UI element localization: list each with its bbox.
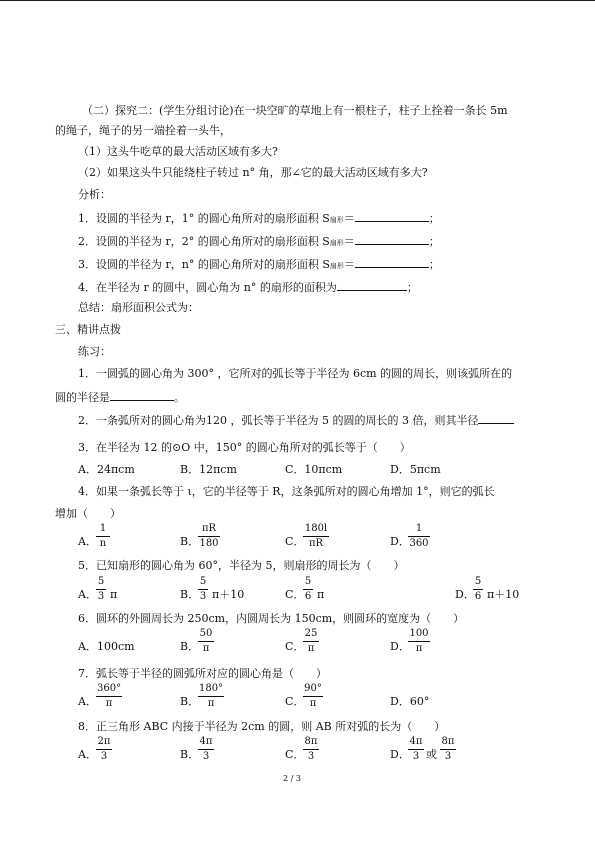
analysis-label: 分析：: [78, 188, 111, 201]
numerator: 4π: [199, 736, 213, 747]
denominator: n: [96, 536, 110, 550]
problem-8-option-d-label: D．: [390, 748, 410, 761]
problem-6: 6．圆环的外圆周长为 250cm，内圆周长为 150cm，则圆环的宽度为（ ）: [78, 612, 465, 625]
semicolon: ；: [428, 258, 440, 271]
fill-blank: [355, 210, 429, 222]
analysis-item-2: [78, 233, 440, 250]
problem-8: 8．正三角形 ABC 内接于半径为 2cm 的圆，则 AB 所对弧的长为（ ）: [78, 720, 446, 733]
problem-8-option-b-label: B．: [180, 748, 200, 761]
numerator: πR: [201, 523, 217, 534]
problem-5-option-d-tail: π＋10: [487, 588, 520, 601]
problem-5-option-c-fraction: [303, 576, 313, 603]
exploration-intro-line2: 的绳子，绳子的另一端拴着一头牛，: [55, 124, 231, 137]
problem-3-option-a: A．24πcm: [78, 463, 135, 476]
numerator: 50: [199, 628, 213, 639]
problem-7: 7．弧长等于半径的圆弧所对应的圆心角是（ ）: [78, 667, 327, 680]
problem-7-option-a-label: A．: [78, 695, 97, 708]
problem-5-option-b-label: B．: [180, 588, 200, 601]
numerator: 8π: [304, 736, 318, 747]
problem-4-option-a-label: A．: [78, 535, 97, 548]
semicolon: ；: [428, 235, 440, 248]
problem-4-option-b-label: B．: [180, 535, 200, 548]
numerator: 5: [199, 576, 207, 587]
problem-4-line1: 4．如果一条弧长等于 ι，它的半径等于 R，这条弧所对的圆心角增加 1°，则它的弧长: [78, 485, 495, 498]
denominator: 6: [304, 591, 312, 602]
denominator: 6: [474, 591, 482, 602]
problem-8-option-b-fraction: [198, 736, 214, 763]
denominator: 180: [199, 538, 219, 549]
analysis-item-4-text: 4．在半径为 r 的圆中，圆心角为 n° 的扇形的面积为: [78, 281, 337, 294]
page-top-border: [0, 0, 595, 1]
sector-subscript: 扇形: [329, 262, 344, 270]
denominator: π: [198, 641, 214, 655]
analysis-item-1-text: 1．设圆的半径为 r，1° 的圆心角所对的扇形面积 S: [78, 212, 330, 225]
question-2: （2）如果这头牛只能绕柱子转过 n° 角，那∠它的最大活动区域有多大?: [78, 166, 428, 179]
analysis-item-2-text: 2．设圆的半径为 r，2° 的圆心角所对的扇形面积 S: [78, 235, 330, 248]
problem-7-option-b-fraction: [198, 683, 224, 710]
problem-8-option-c-fraction: [303, 736, 319, 763]
semicolon: ；: [428, 212, 440, 225]
practice-label: 练习：: [78, 345, 111, 358]
sector-subscript: 扇形: [329, 216, 344, 224]
numerator: 2π: [97, 736, 111, 747]
problem-5-option-c-tail: π: [317, 588, 325, 601]
problem-4-line2: 增加（ ）: [55, 507, 121, 520]
problem-4-option-a-fraction: [96, 523, 110, 550]
problem-5-option-b-fraction: [198, 576, 208, 603]
problem-2-text: 2．一条弧所对的圆心角为120 ，弧长等于半径为 5 的圆的周长的 3 倍，则其半径: [78, 414, 479, 427]
problem-4-option-d-fraction: [408, 523, 430, 550]
problem-4-option-c-label: C．: [285, 535, 305, 548]
fill-blank: [355, 256, 429, 268]
problem-6-option-a: A．100cm: [78, 640, 135, 653]
analysis-item-3-text: 3．设圆的半径为 r，n° 的圆心角所对的扇形面积 S: [78, 258, 330, 271]
problem-5-option-c-label: C．: [285, 588, 305, 601]
problem-6-option-c-fraction: [303, 628, 319, 655]
numerator: 8π: [441, 736, 455, 747]
problem-1-text: 圆的半径是: [55, 391, 110, 404]
problem-6-option-b-label: B．: [180, 640, 200, 653]
problem-3-option-d: D．5πcm: [390, 463, 441, 476]
equals-sign: ＝: [343, 212, 355, 225]
numerator: 25: [304, 628, 318, 639]
numerator: 1: [415, 523, 423, 534]
analysis-item-3: [78, 256, 440, 273]
fill-blank: [337, 279, 407, 291]
problem-1-line2: [55, 389, 185, 405]
numerator: 4π: [409, 736, 423, 747]
denominator: π: [96, 696, 122, 710]
problem-5-option-a-label: A．: [78, 588, 97, 601]
problem-5-option-d-label: D．: [455, 588, 475, 601]
problem-5-option-a-fraction: [96, 576, 106, 603]
sector-subscript: 扇形: [329, 239, 344, 247]
numerator: 5: [304, 576, 312, 587]
fill-blank: [110, 389, 174, 401]
numerator: 5: [97, 576, 105, 587]
fill-blank: [355, 233, 429, 245]
problem-5: 5．已知扇形的圆心角为 60°，半径为 5，则扇形的周长为（ ）: [78, 559, 405, 572]
exploration-intro-line1: （二）探究二：(学生分组讨论)在一块空旷的草地上有一根柱子，柱子上拴着一条长 5m: [82, 104, 508, 117]
summary-line: 总结：扇形面积公式为：: [78, 301, 199, 314]
problem-8-option-d-or: 或: [426, 748, 437, 761]
problem-2: [78, 412, 514, 428]
problem-8-option-a-label: A．: [78, 748, 97, 761]
problem-8-option-c-label: C．: [285, 748, 305, 761]
numerator: 100: [409, 628, 429, 639]
denominator: π: [303, 641, 319, 655]
problem-4-option-c-fraction: [303, 523, 329, 550]
denominator: 3: [440, 749, 456, 763]
problem-8-option-d-fraction-1: [408, 736, 424, 763]
numerator: 90°: [304, 683, 322, 694]
equals-sign: ＝: [343, 235, 355, 248]
denominator: 360: [409, 538, 429, 549]
denominator: 3: [198, 749, 214, 763]
problem-5-option-d-fraction: [473, 576, 483, 603]
period: 。: [174, 391, 185, 404]
numerator: 5: [474, 576, 482, 587]
denominator: π: [198, 696, 224, 710]
analysis-item-1: [78, 210, 440, 227]
numerator: 180l: [304, 523, 328, 534]
analysis-item-4: [78, 279, 418, 295]
problem-8-option-d-fraction-2: [440, 736, 456, 763]
problem-1-line1: 1．一圆弧的圆心角为 300° ，它所对的弧长等于半径为 6cm 的圆的周长，则该弧所在的: [78, 367, 513, 380]
denominator: 3: [408, 749, 424, 763]
problem-5-option-a-tail: π: [110, 588, 118, 601]
fill-blank: [478, 412, 514, 424]
page-number: 2 / 3: [283, 774, 301, 783]
question-1: （1）这头牛吃草的最大活动区域有多大?: [78, 145, 278, 158]
problem-6-option-c-label: C．: [285, 640, 305, 653]
problem-6-option-d-label: D．: [390, 640, 410, 653]
numerator: 180°: [199, 683, 224, 694]
denominator: 3: [96, 749, 112, 763]
denominator: 3: [303, 749, 319, 763]
problem-3: 3．在半径为 12 的⊙O 中，150° 的圆心角所对的弧长等于（ ）: [78, 441, 411, 454]
denominator: π: [408, 641, 430, 655]
problem-7-option-d: D．60°: [390, 695, 430, 708]
denominator: π: [303, 696, 323, 710]
problem-7-option-a-fraction: [96, 683, 122, 710]
problem-7-option-c-fraction: [303, 683, 323, 710]
problem-6-option-d-fraction: [408, 628, 430, 655]
numerator: 1: [99, 523, 107, 534]
denominator: 3: [199, 591, 207, 602]
numerator: 360°: [97, 683, 122, 694]
equals-sign: ＝: [343, 258, 355, 271]
problem-7-option-c-label: C．: [285, 695, 305, 708]
problem-8-option-a-fraction: [96, 736, 112, 763]
problem-4-option-d-label: D．: [390, 535, 410, 548]
denominator: πR: [303, 536, 329, 550]
problem-5-option-b-tail: π＋10: [212, 588, 245, 601]
problem-3-option-b: B．12πcm: [180, 463, 237, 476]
problem-7-option-b-label: B．: [180, 695, 200, 708]
problem-3-option-c: C．10πcm: [285, 463, 343, 476]
problem-6-option-b-fraction: [198, 628, 214, 655]
denominator: 3: [97, 591, 105, 602]
problem-4-option-b-fraction: [198, 523, 220, 550]
section-heading: 三、精讲点拨: [55, 323, 121, 336]
semicolon: ；: [406, 281, 418, 294]
